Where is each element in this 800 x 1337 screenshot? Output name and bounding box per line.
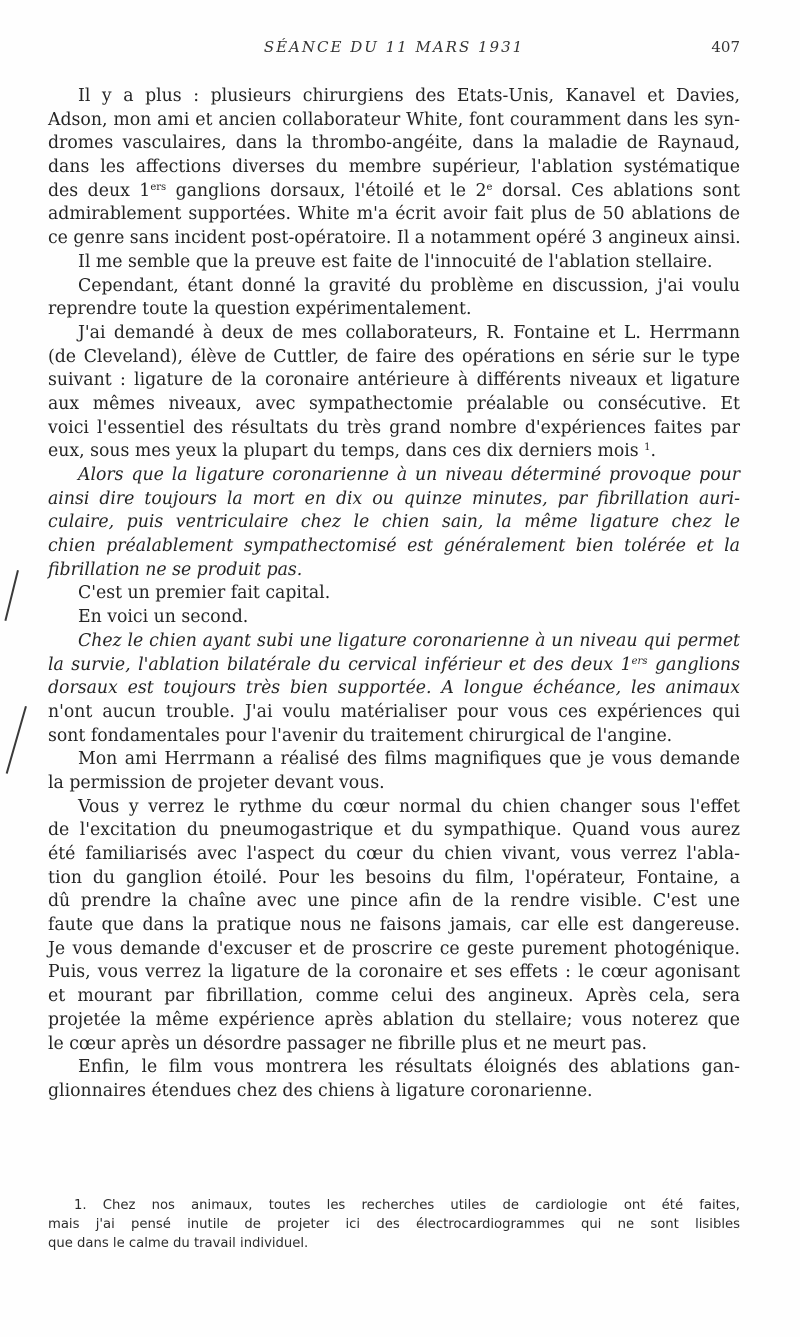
text-line: Puis, vous verrez la ligature de la coronaire et ses effets : le cœur agonisant [48,962,740,983]
text-line: Il y a plus : plusieurs chirurgiens des Etats-Unis, Kanavel et Davies, [78,86,740,106]
italic-text-line: dorsaux est toujours très bien supportée. A longue échéance, les animaux [48,678,740,699]
italic-text-line: culaire, puis ventriculaire chez le chien sain, la même ligature chez le [48,512,740,533]
text-line: Adson, mon ami et ancien collaborateur White, font couramment dans les syn- [48,109,740,130]
text-line: admirablement supportées. White m'a écrit avoir fait plus de 50 ablations de [48,204,740,225]
text-line: voici l'essentiel des résultats du très grand nombre d'expériences faites par [48,417,740,438]
text-line: aux mêmes niveaux, avec sympathectomie préalable ou consécutive. Et [48,393,740,414]
text-line: reprendre toute la question expérimentalement. [48,299,472,320]
text-line: Il me semble que la preuve est faite de l'innocuité de l'ablation stellaire. [78,251,713,272]
text-line: Enfin, le film vous montrera les résultats éloignés des ablations gan- [78,1057,740,1078]
text-line: suivant : ligature de la coronaire antérieure à différents niveaux et ligature [48,370,740,391]
margin-pencil-mark [4,570,19,621]
running-header [48,38,740,60]
text-line: dans les affections diverses du membre supérieur, l'ablation systématique [48,157,740,178]
italic-text-line: fibrillation ne se produit pas. [48,559,303,580]
body-text [48,85,740,1104]
footnote-line: mais j'ai pensé inutile de projeter ici des électrocardiogrammes qui ne sont lisibles [48,1217,740,1232]
italic-text-line: Alors que la ligature coronarienne à un niveau déterminé provoque pour [78,465,740,485]
italic-text-line: chien préalablement sympathectomisé est généralement bien tolérée et la [48,536,740,557]
italic-text-line: la survie, l'ablation bilatérale du cervical inférieur et des deux 1ers ganglions [48,654,740,675]
text-line: En voici un second. [78,607,249,628]
text-line: le cœur après un désordre passager ne fibrille plus et ne meurt pas. [48,1033,647,1054]
text-line: et mourant par fibrillation, comme celui des angineux. Après cela, sera [48,986,740,1007]
text-line: ce genre sans incident post-opératoire. Il a notamment opéré 3 angineux ainsi. [48,228,741,249]
text-line: dromes vasculaires, dans la thrombo-angéite, dans la maladie de Raynaud, [48,133,740,154]
footnote [48,1196,740,1253]
text-line: dû prendre la chaîne avec une pince afin de la rendre visible. C'est une [48,891,740,912]
text-line: Mon ami Herrmann a réalisé des films magnifiques que je vous demande [78,749,740,770]
margin-pencil-mark [6,706,27,774]
text-line: Je vous demande d'excuser et de proscrire ce geste purement photogénique. [48,938,740,959]
text-line: des deux 1ers ganglions dorsaux, l'étoilé et le 2e dorsal. Ces ablations sont [48,180,740,201]
italic-text-line: ainsi dire toujours la mort en dix ou quinze minutes, par fibrillation auri- [48,488,740,509]
italic-text-line: Chez le chien ayant subi une ligature coronarienne à un niveau qui permet [78,630,740,651]
header-title: SÉANCE DU 11 MARS 1931 [263,38,525,56]
page-number: 407 [711,38,740,56]
text-line: eux, sous mes yeux la plupart du temps, dans ces dix derniers mois $^1$. [48,441,657,462]
footnote-line: 1. Chez nos animaux, toutes les recherches utiles de cardiologie ont été faites, [74,1198,740,1213]
text-line: projetée la même expérience après ablation du stellaire; vous noterez que [48,1009,740,1030]
text-line: sont fondamentales pour l'avenir du traitement chirurgical de l'angine. [48,725,673,746]
text-line: été familiarisés avec l'aspect du cœur du chien vivant, vous verrez l'abla- [48,844,740,864]
text-line: tion du ganglion étoilé. Pour les besoins du film, l'opérateur, Fontaine, a [48,867,740,888]
text-line: faute que dans la pratique nous ne faisons jamais, car elle est dangereuse. [48,915,740,936]
text-line: de l'excitation du pneumogastrique et du sympathique. Quand vous aurez [48,820,740,841]
text-line: C'est un premier fait capital. [78,583,331,604]
text-line: J'ai demandé à deux de mes collaborateurs, R. Fontaine et L. Herrmann [78,322,740,343]
footnote-line: que dans le calme du travail individuel. [48,1236,309,1251]
text-line: n'ont aucun trouble. J'ai voulu matérialiser pour vous ces expériences qui [48,701,740,722]
text-line: la permission de projeter devant vous. [48,772,385,793]
text-line: (de Cleveland), élève de Cuttler, de faire des opérations en série sur le type [48,346,740,367]
text-line: Cependant, étant donné la gravité du problème en discussion, j'ai voulu [78,275,740,296]
text-line: Vous y verrez le rythme du cœur normal du chien changer sous l'effet [78,796,740,817]
text-line: glionnaires étendues chez des chiens à ligature coronarienne. [48,1080,593,1101]
